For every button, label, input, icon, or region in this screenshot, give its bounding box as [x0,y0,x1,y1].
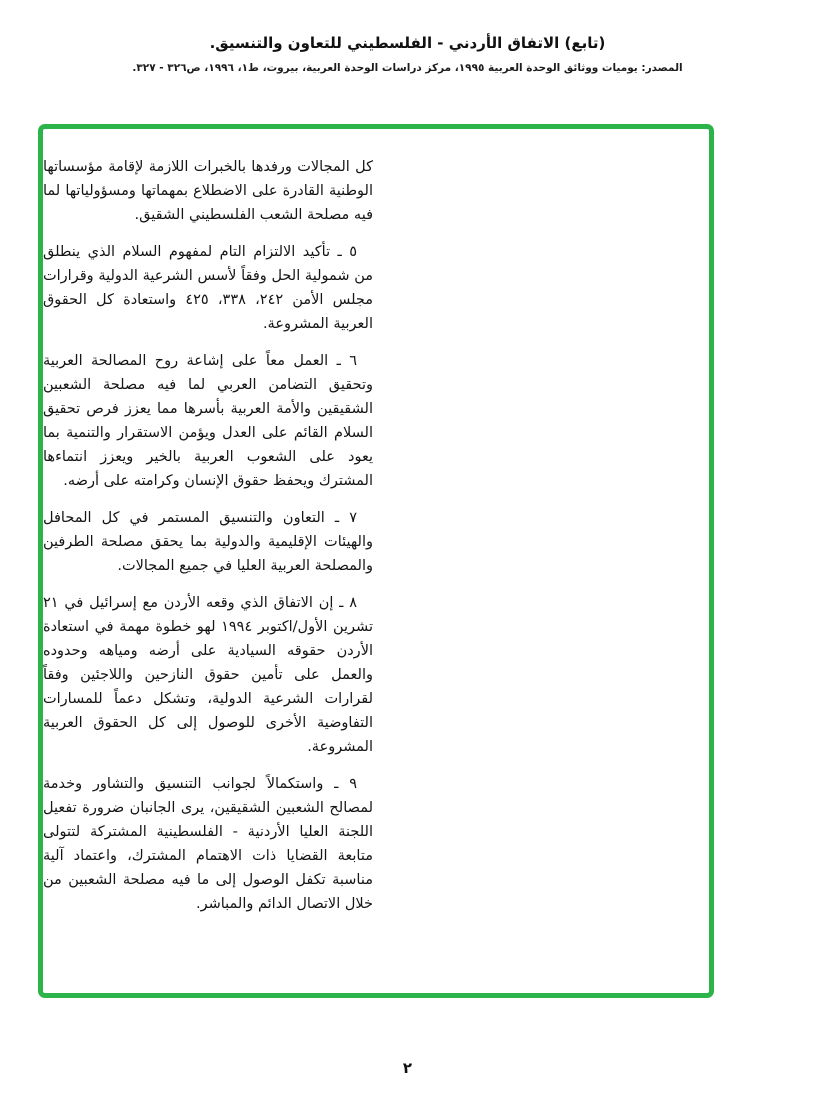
paragraph-item-9: ٩ ـ واستكمالاً لجوانب التنسيق والتشاور وخدمة لمصالح الشعبين الشقيقين، يرى الجانبان ضرورة تفعيل اللجنة العليا الأردنية - الفلسطينية المشتركة لتتولى متابعة القضايا ذات الاهتمام المشترك، واعتماد آلية مناسبة تكفل الوصول إلى ما فيه مصلحة الشعبين من خلال الاتصال الدائم والمباشر. [43,776,373,912]
paragraph-continuation: كل المجالات ورفدها بالخبرات اللازمة لإقامة مؤسساتها الوطنية القادرة على الاضطلاع بمهماتها ومسؤولياتها لما فيه مصلحة الشعب الفلسطيني الشقيق. [43,159,373,223]
paragraph-item-7: ٧ ـ التعاون والتنسيق المستمر في كل المحافل والهيئات الإقليمية والدولية بما يحقق مصلحة الطرفين والمصلحة العربية العليا في جميع المجالات. [43,510,373,574]
scanned-page-frame [38,124,714,998]
document-title: (تابع) الاتفاق الأردني - الفلسطيني للتعاون والتنسيق. [209,34,606,52]
page-number: ٢ [402,1059,413,1077]
paragraph-item-5: ٥ ـ تأكيد الالتزام التام لمفهوم السلام الذي ينطلق من شمولية الحل وفقاً لأسس الشرعية الدولية وقرارات مجلس الأمن ٢٤٢، ٣٣٨، ٤٢٥ واستعادة كل الحقوق العربية المشروعة. [43,244,374,332]
document-header [0,0,815,74]
source-citation: المصدر: يوميات ووثائق الوحدة العربية ١٩٩٥، مركز دراسات الوحدة العربية، بيروت، ط١، ١٩٩٦، ص٣٢٦ - ٣٢٧. [132,62,683,74]
paragraph-item-6: ٦ ـ العمل معاً على إشاعة روح المصالحة العربية وتحقيق التضامن العربي لما فيه مصلحة الشعبين الشقيقين والأمة العربية بأسرها مما يعزز فرص تحقيق السلام القائم على العدل ويؤمن الاستقرار والتنمية بما يعود على الشعوب العربية بالخير ويعزز انتماءها المشترك ويحفظ حقوق الإنسان وكرامته على أرضه. [43,353,373,489]
body-text-column [43,155,373,916]
page-footer [0,1058,815,1077]
paragraph-item-8: ٨ ـ إن الاتفاق الذي وقعه الأردن مع إسرائيل في ٢١ تشرين الأول/اكتوبر ١٩٩٤ لهو خطوة مهمة في استعادة الأردن حقوقه السيادية على أرضه ومياهه وحدوده والعمل على تأمين حقوق النازحين واللاجئين وفقاً لقرارات الشرعية الدولية، وتشكل دعماً للمسارات التفاوضية الأخرى للوصول إلى كل الحقوق العربية المشروعة. [43,595,373,755]
